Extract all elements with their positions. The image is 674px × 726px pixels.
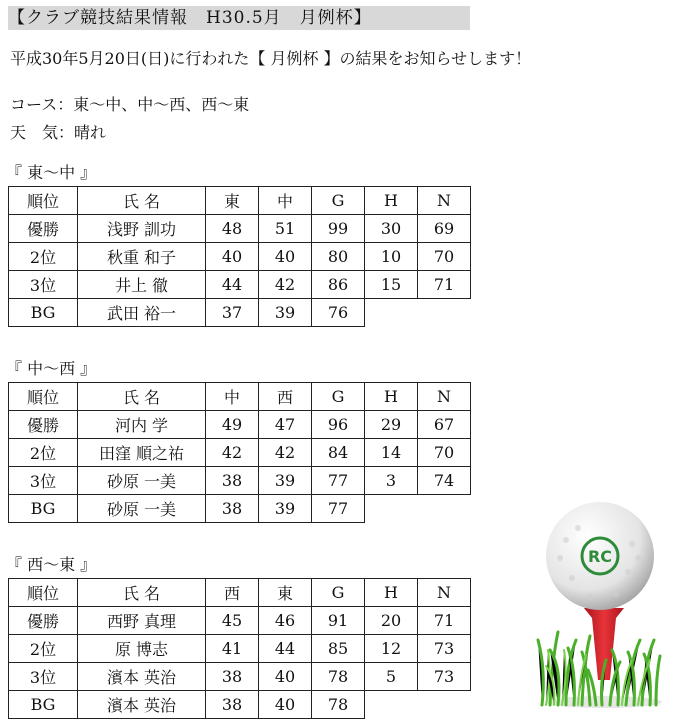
table-row (9, 271, 471, 299)
table-row (9, 411, 471, 439)
name-cell: 河内 学 (78, 411, 206, 439)
header-cell: 順位 (9, 187, 78, 215)
gross-cell: 78 (312, 691, 365, 719)
gross-cell: 78 (312, 663, 365, 691)
header-cell: 順位 (9, 383, 78, 411)
score-cell: 38 (206, 495, 259, 523)
score-cell: 49 (206, 411, 259, 439)
table-row (9, 215, 471, 243)
gross-cell: 85 (312, 635, 365, 663)
net-cell: 71 (418, 271, 471, 299)
rank-cell: BG (9, 495, 78, 523)
header-cell: N (418, 383, 471, 411)
rank-cell: 2位 (9, 635, 78, 663)
empty-cell (365, 299, 418, 327)
gross-cell: 84 (312, 439, 365, 467)
rank-cell: 2位 (9, 439, 78, 467)
rank-cell: 優勝 (9, 215, 78, 243)
rank-cell: 3位 (9, 271, 78, 299)
score-cell: 45 (206, 607, 259, 635)
gross-cell: 76 (312, 299, 365, 327)
header-cell: 西 (259, 383, 312, 411)
handicap-cell: 20 (365, 607, 418, 635)
table-row (9, 243, 471, 271)
handicap-cell: 30 (365, 215, 418, 243)
section-title-1: 『 東〜中 』 (6, 163, 97, 182)
gross-cell: 77 (312, 467, 365, 495)
score-cell: 44 (206, 271, 259, 299)
section-title-3: 『 西〜東 』 (6, 555, 97, 574)
name-cell: 井上 徹 (78, 271, 206, 299)
score-cell: 39 (259, 299, 312, 327)
header-cell: 中 (259, 187, 312, 215)
header-cell: 東 (259, 579, 312, 607)
score-cell: 40 (259, 663, 312, 691)
score-cell: 38 (206, 663, 259, 691)
table-row (9, 607, 471, 635)
table-row (9, 439, 471, 467)
header-cell: H (365, 187, 418, 215)
page-title: 【クラブ競技結果情報 H30.5月 月例杯】 (8, 6, 470, 30)
net-cell: 70 (418, 439, 471, 467)
score-cell: 38 (206, 691, 259, 719)
score-cell: 39 (259, 495, 312, 523)
table-header-row (9, 579, 471, 607)
rank-cell: 2位 (9, 243, 78, 271)
header-cell: 西 (206, 579, 259, 607)
table-row (9, 691, 471, 719)
header-cell: H (365, 383, 418, 411)
header-cell: 中 (206, 383, 259, 411)
golf-ball-illustration (532, 500, 662, 710)
net-cell: 74 (418, 467, 471, 495)
handicap-cell: 10 (365, 243, 418, 271)
handicap-cell: 14 (365, 439, 418, 467)
golf-ball-icon (532, 500, 662, 710)
rank-cell: 3位 (9, 663, 78, 691)
name-cell: 浅野 訓功 (78, 215, 206, 243)
score-cell: 40 (259, 243, 312, 271)
gross-cell: 96 (312, 411, 365, 439)
gross-cell: 99 (312, 215, 365, 243)
club-logo-text: RC (587, 547, 613, 566)
gross-cell: 77 (312, 495, 365, 523)
header-cell: G (312, 579, 365, 607)
table-row (9, 467, 471, 495)
name-cell: 原 博志 (78, 635, 206, 663)
net-cell: 73 (418, 635, 471, 663)
header-cell: H (365, 579, 418, 607)
name-cell: 田窪 順之祐 (78, 439, 206, 467)
header-cell: 順位 (9, 579, 78, 607)
score-cell: 39 (259, 467, 312, 495)
course-text: コース：東〜中、中〜西、西〜東 (10, 95, 250, 114)
name-cell: 砂原 一美 (78, 467, 206, 495)
score-cell: 41 (206, 635, 259, 663)
score-cell: 44 (259, 635, 312, 663)
name-cell: 濱本 英治 (78, 691, 206, 719)
header-cell: 氏 名 (78, 579, 206, 607)
score-cell: 40 (259, 691, 312, 719)
rank-cell: 優勝 (9, 607, 78, 635)
empty-cell (418, 299, 471, 327)
header-cell: G (312, 187, 365, 215)
gross-cell: 86 (312, 271, 365, 299)
handicap-cell: 5 (365, 663, 418, 691)
net-cell: 73 (418, 663, 471, 691)
name-cell: 西野 真理 (78, 607, 206, 635)
score-cell: 48 (206, 215, 259, 243)
score-cell: 40 (206, 243, 259, 271)
net-cell: 69 (418, 215, 471, 243)
name-cell: 砂原 一美 (78, 495, 206, 523)
table-row (9, 663, 471, 691)
score-cell: 47 (259, 411, 312, 439)
rank-cell: BG (9, 691, 78, 719)
results-table-3 (8, 578, 471, 719)
results-table-1 (8, 186, 471, 327)
gross-cell: 91 (312, 607, 365, 635)
table-row (9, 635, 471, 663)
rank-cell: BG (9, 299, 78, 327)
score-cell: 51 (259, 215, 312, 243)
net-cell: 71 (418, 607, 471, 635)
name-cell: 濱本 英治 (78, 663, 206, 691)
net-cell: 70 (418, 243, 471, 271)
table-row (9, 495, 471, 523)
rank-cell: 優勝 (9, 411, 78, 439)
empty-cell (365, 691, 418, 719)
table-header-row (9, 383, 471, 411)
header-cell: 氏 名 (78, 187, 206, 215)
net-cell: 67 (418, 411, 471, 439)
handicap-cell: 3 (365, 467, 418, 495)
score-cell: 42 (259, 439, 312, 467)
score-cell: 42 (259, 271, 312, 299)
header-cell: N (418, 579, 471, 607)
table-row (9, 299, 471, 327)
header-cell: 氏 名 (78, 383, 206, 411)
header-cell: 東 (206, 187, 259, 215)
score-cell: 38 (206, 467, 259, 495)
score-cell: 46 (259, 607, 312, 635)
rank-cell: 3位 (9, 467, 78, 495)
handicap-cell: 15 (365, 271, 418, 299)
intro-text: 平成30年5月20日(日)に行われた【 月例杯 】の結果をお知らせします！ (10, 49, 532, 68)
empty-cell (418, 495, 471, 523)
header-cell: G (312, 383, 365, 411)
weather-text: 天 気：晴れ (10, 123, 107, 142)
name-cell: 秋重 和子 (78, 243, 206, 271)
empty-cell (418, 691, 471, 719)
score-cell: 37 (206, 299, 259, 327)
empty-cell (365, 495, 418, 523)
handicap-cell: 12 (365, 635, 418, 663)
header-cell: N (418, 187, 471, 215)
name-cell: 武田 裕一 (78, 299, 206, 327)
section-title-2: 『 中〜西 』 (6, 359, 97, 378)
gross-cell: 80 (312, 243, 365, 271)
score-cell: 42 (206, 439, 259, 467)
results-table-2 (8, 382, 471, 523)
table-header-row (9, 187, 471, 215)
handicap-cell: 29 (365, 411, 418, 439)
